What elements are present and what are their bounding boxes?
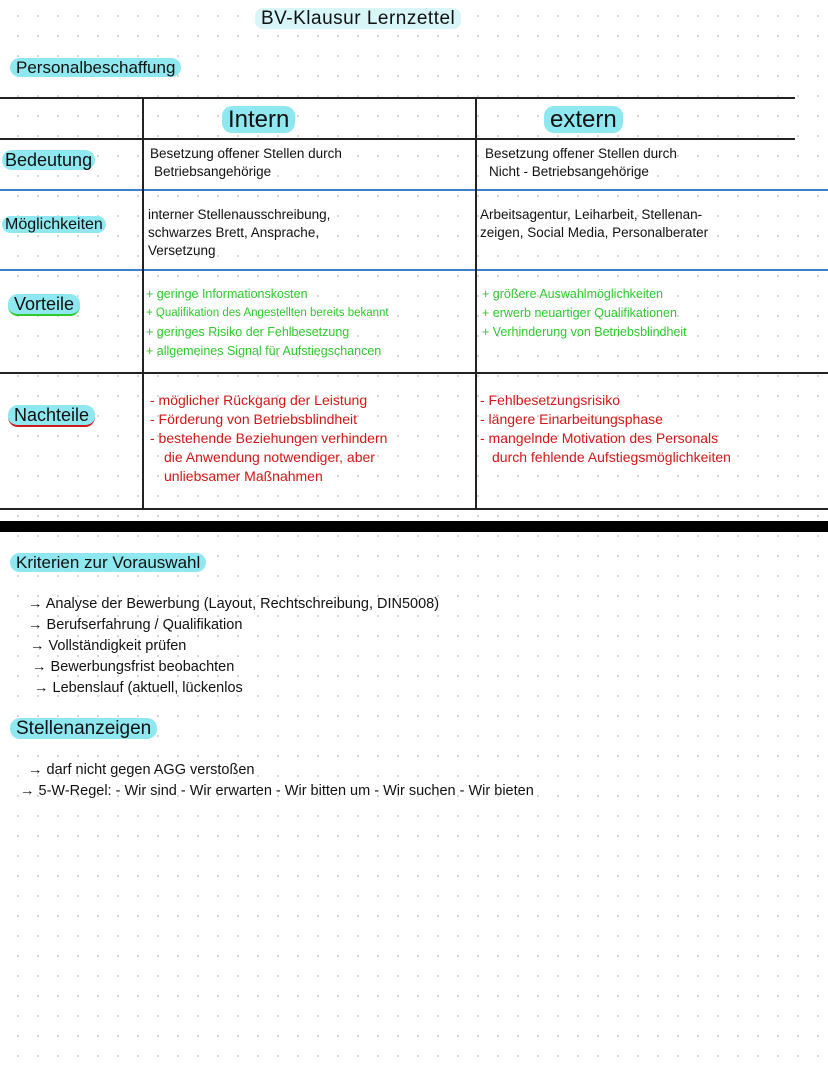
section-heading-personalbeschaffung: Personalbeschaffung bbox=[10, 58, 181, 78]
row-label-bedeutung: Bedeutung bbox=[2, 150, 95, 171]
column-header-intern: Intern bbox=[222, 106, 295, 134]
cell-moeglichkeiten-intern: interner Stellenausschreibung, schwarzes Brett, Ansprache, Versetzung bbox=[148, 207, 331, 258]
table-bottom-border bbox=[0, 508, 828, 510]
section-separator bbox=[0, 521, 828, 532]
cell-moeglichkeiten-extern: Arbeitsagentur, Leiharbeit, Stellenan- zeigen, Social Media, Personalberater bbox=[480, 207, 709, 240]
list-item: → 5-W-Regel: - Wir sind - Wir erwarten - Wir bitten um - Wir suchen - Wir bieten bbox=[20, 783, 534, 799]
list-item: → Bewerbungsfrist beobachten bbox=[32, 659, 235, 675]
cell-bedeutung-extern: Besetzung offener Stellen durch Nicht - Betriebsangehörige bbox=[485, 146, 677, 179]
cell-nachteile-intern: - möglicher Rückgang der Leistung - Förderung von Betriebsblindheit - bestehende Beziehungen verhindern die Anwendung notwendiger, aber unliebsamer Maßnahmen bbox=[150, 392, 388, 484]
row-label-moeglichkeiten: Möglichkeiten bbox=[2, 216, 106, 234]
list-item: → Vollständigkeit prüfen bbox=[30, 638, 187, 654]
section-heading-stellenanzeigen: Stellenanzeigen bbox=[10, 718, 157, 740]
cell-vorteile-intern: + geringe Informationskosten + Qualifikation des Angestellten bereits bekannt + geringes Risiko der Fehlbesetzung + allgemeines Signal für Aufstiegschancen bbox=[146, 287, 389, 358]
page-title: BV-Klausur Lernzettel bbox=[255, 8, 461, 30]
cell-vorteile-extern: + größere Auswahlmöglichkeiten + erwerb neuartiger Qualifikationen + Verhinderung von Betriebsblindheit bbox=[482, 287, 687, 339]
table-top-border bbox=[0, 97, 795, 99]
header-divider bbox=[0, 138, 795, 140]
kriterien-list bbox=[28, 594, 439, 699]
cell-nachteile-extern: - Fehlbesetzungsrisiko - längere Einarbeitungsphase - mangelnde Motivation des Personals durch fehlende Aufstiegsmöglichkeiten bbox=[480, 392, 731, 465]
section-heading-kriterien: Kriterien zur Vorauswahl bbox=[10, 553, 206, 573]
stellenanzeigen-list bbox=[20, 760, 534, 802]
row-label-vorteile: Vorteile bbox=[8, 294, 80, 315]
row-divider bbox=[0, 269, 828, 271]
column-header-extern: extern bbox=[544, 106, 623, 134]
row-divider bbox=[0, 372, 828, 374]
row-label-nachteile: Nachteile bbox=[8, 405, 95, 426]
list-item: → darf nicht gegen AGG verstoßen bbox=[28, 762, 255, 778]
column-divider bbox=[475, 97, 477, 509]
list-item: → Lebenslauf (aktuell, lückenlos bbox=[34, 680, 243, 696]
list-item: → Analyse der Bewerbung (Layout, Rechtschreibung, DIN5008) bbox=[28, 596, 440, 612]
list-item: → Berufserfahrung / Qualifikation bbox=[28, 617, 243, 633]
row-divider bbox=[0, 189, 828, 191]
column-divider bbox=[142, 97, 144, 509]
cell-bedeutung-intern: Besetzung offener Stellen durch Betriebsangehörige bbox=[150, 146, 342, 179]
